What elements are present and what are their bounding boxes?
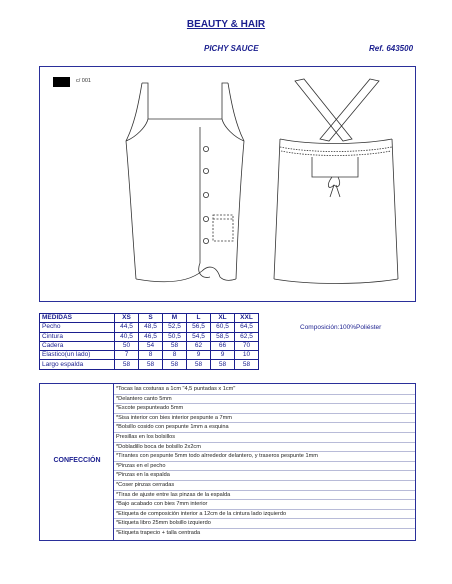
measurements-header-label: MEDIDAS (40, 314, 115, 323)
cell-value: 62,5 (235, 332, 259, 341)
reference-number: Ref. 643500 (369, 44, 414, 53)
cell-value: 48,5 (139, 323, 163, 332)
list-item: *Sisa interior con bies interior pespunte a 7mm (114, 414, 415, 424)
garment-drawing-panel (39, 66, 416, 302)
back-view-sketch (274, 79, 398, 284)
row-label: Elastico(un lado) (40, 351, 115, 360)
confection-label: CONFECCIÓN (53, 457, 101, 464)
cell-value: 50 (115, 341, 139, 350)
list-item: *Bajo acabado con bies 7mm interior (114, 500, 415, 510)
cell-value: 52,5 (163, 323, 187, 332)
cell-value: 9 (211, 351, 235, 360)
list-item: *Etiqueta libro 25mm bolsillo izquierdo (114, 519, 415, 529)
measurements-header-row (40, 314, 259, 323)
cell-value: 58 (163, 341, 187, 350)
cell-value: 58,5 (211, 332, 235, 341)
model-name: PICHY SAUCE (204, 44, 259, 53)
cell-value: 62 (187, 341, 211, 350)
table-row (40, 351, 259, 360)
list-item: *Etiqueta trapecio + talla centrada (116, 529, 201, 536)
cell-value: 58 (115, 360, 139, 369)
cell-value: 8 (163, 351, 187, 360)
size-header: M (163, 314, 187, 323)
confection-panel (39, 383, 416, 541)
row-label: Pecho (40, 323, 115, 332)
list-item: *Etiqueta de composición interior a 12cm de la cintura lado izquierdo (114, 510, 415, 520)
list-item: *Tiras de ajuste entre las pinzas de la espalda (114, 491, 415, 501)
cell-value: 54,5 (187, 332, 211, 341)
list-item: *Dobladillo boca de bolsillo 2x2cm (114, 443, 415, 453)
list-item: *Pinzas en el pecho (114, 462, 415, 472)
table-row (40, 332, 259, 341)
cell-value: 7 (115, 351, 139, 360)
cell-value: 58 (211, 360, 235, 369)
cell-value: 58 (187, 360, 211, 369)
confection-label-cell (40, 384, 114, 540)
table-row (40, 323, 259, 332)
cell-value: 60,5 (211, 323, 235, 332)
cell-value: 64,5 (235, 323, 259, 332)
list-item: *Pinzas en la espalda (114, 471, 415, 481)
list-item: *Coser pinzas cerradas (114, 481, 415, 491)
cell-value: 46,5 (139, 332, 163, 341)
row-label: Cadera (40, 341, 115, 350)
row-label: Cintura (40, 332, 115, 341)
cell-value: 56,5 (187, 323, 211, 332)
size-header: L (187, 314, 211, 323)
size-header: XL (211, 314, 235, 323)
cell-value: 50,5 (163, 332, 187, 341)
cell-value: 8 (139, 351, 163, 360)
list-item: Presillas en los bolsillos (114, 433, 415, 443)
cell-value: 54 (139, 341, 163, 350)
list-item: *Delantero canto 5mm (114, 395, 415, 405)
list-item: *Tirantes con pespunte 5mm todo alrrededor delantero, y traseros pespunte 1mm (114, 452, 415, 462)
table-row (40, 341, 259, 350)
size-header: XXL (235, 314, 259, 323)
size-header: S (139, 314, 163, 323)
brand-title: BEAUTY & HAIR (186, 19, 266, 30)
cell-value: 10 (235, 351, 259, 360)
confection-list (114, 385, 415, 538)
cell-value: 66 (211, 341, 235, 350)
list-item: *Tocas las costuras a 1cm "4,5 puntadas x 1cm" (114, 385, 415, 395)
color-code: c/ 001 (76, 78, 91, 84)
size-header: XS (115, 314, 139, 323)
garment-sketch (40, 67, 417, 303)
cell-value: 40,5 (115, 332, 139, 341)
cell-value: 58 (139, 360, 163, 369)
table-row (40, 360, 259, 369)
cell-value: 58 (235, 360, 259, 369)
row-label: Largo espalda (40, 360, 115, 369)
composition-text: Composición:100%Poliéster (300, 324, 382, 331)
cell-value: 70 (235, 341, 259, 350)
list-item: *Bolsillo cosido con pespunte 1mm a esquina (114, 423, 415, 433)
measurements-table (39, 313, 259, 370)
cell-value: 44,5 (115, 323, 139, 332)
front-view-sketch (126, 83, 244, 282)
list-item: *Escote pespunteado 5mm (114, 404, 415, 414)
cell-value: 58 (163, 360, 187, 369)
cell-value: 9 (187, 351, 211, 360)
